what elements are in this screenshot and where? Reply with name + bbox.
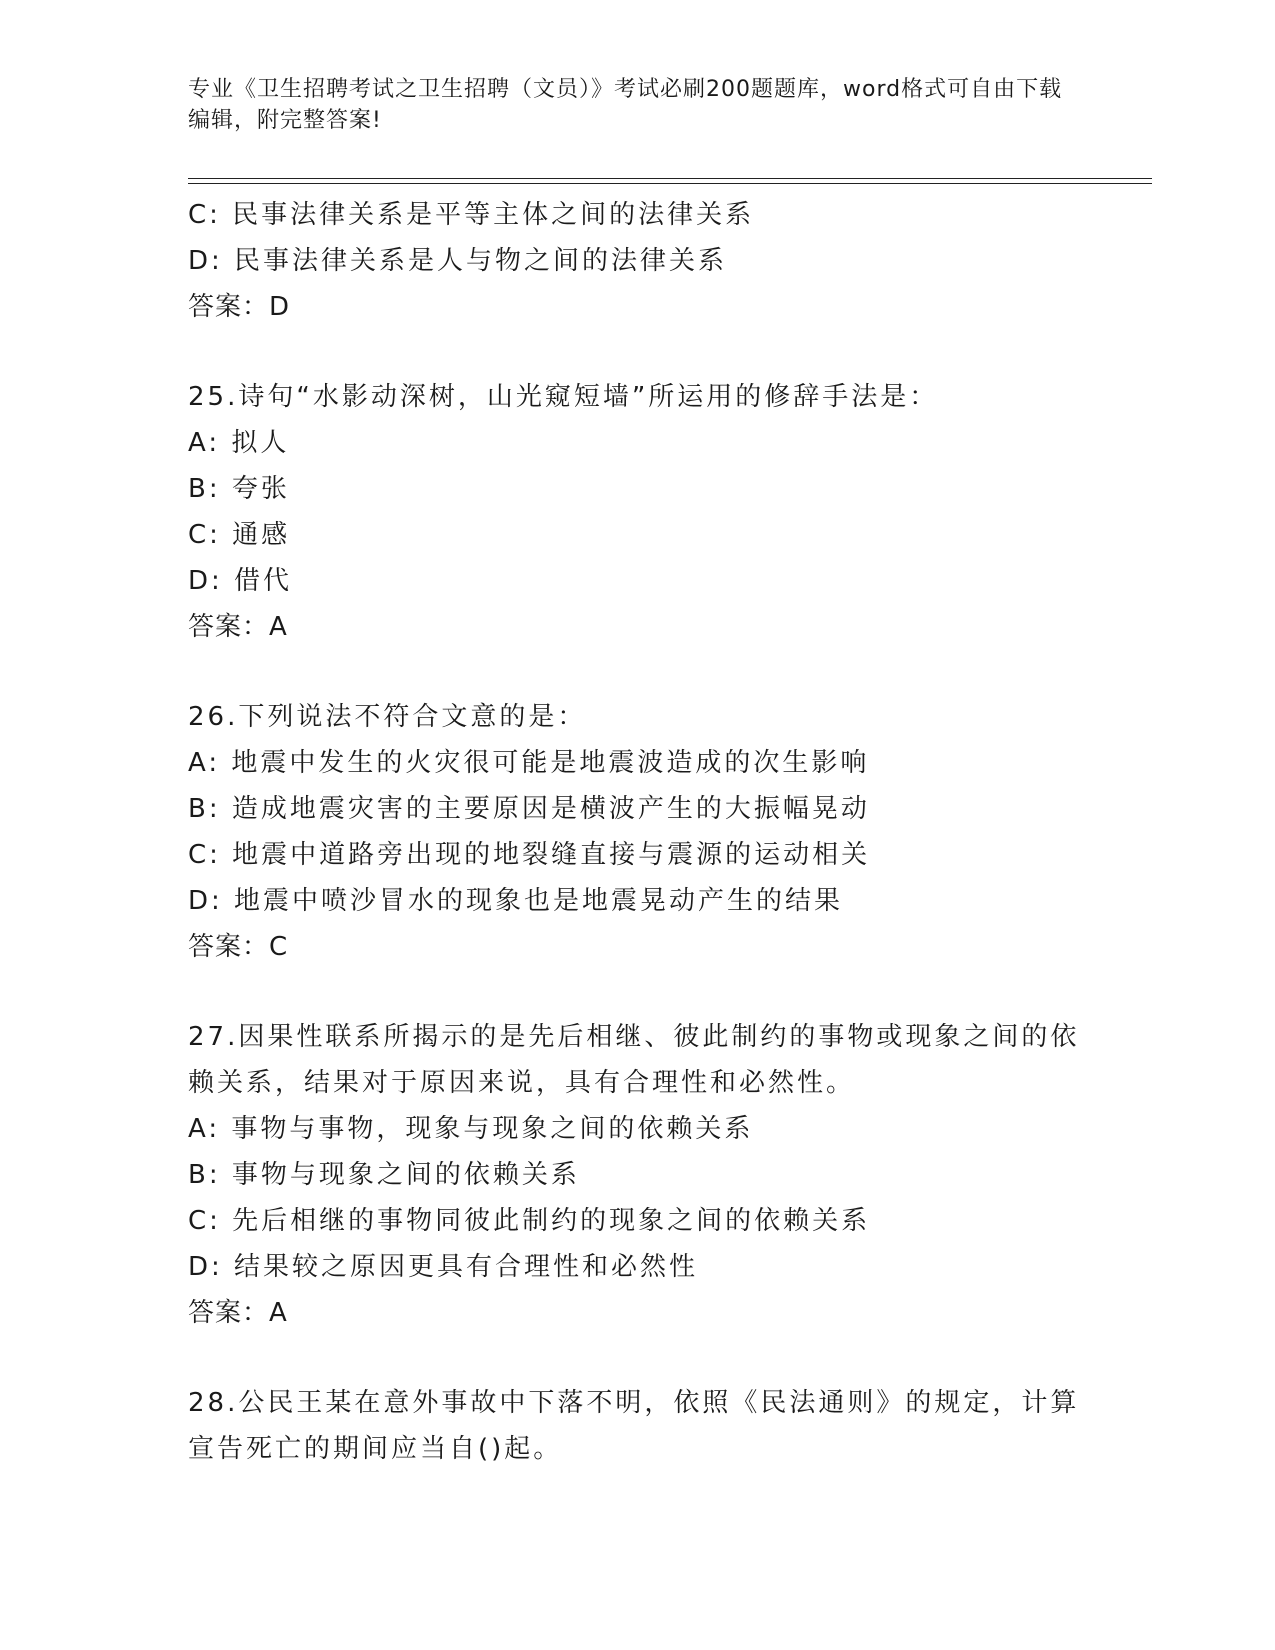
header-divider-top <box>188 178 1152 179</box>
option-d: D: 借代 <box>188 566 293 596</box>
question-content <box>188 192 1108 1472</box>
option-a: A: 拟人 <box>188 428 290 458</box>
question-text: 27.因果性联系所揭示的是先后相继、彼此制约的事物或现象之间的依赖关系，结果对于原因来说，具有合理性和必然性。 <box>188 1022 1080 1098</box>
spacer <box>188 1336 1108 1380</box>
option-d: D: 结果较之原因更具有合理性和必然性 <box>188 1252 699 1282</box>
option-c: C: 地震中道路旁出现的地裂缝直接与震源的运动相关 <box>188 840 871 870</box>
answer-line: 答案：A <box>188 612 288 642</box>
option-d: D: 民事法律关系是人与物之间的法律关系 <box>188 246 728 276</box>
option-b: B: 事物与现象之间的依赖关系 <box>188 1160 580 1190</box>
spacer <box>188 330 1108 374</box>
option-c: C: 先后相继的事物同彼此制约的现象之间的依赖关系 <box>188 1206 871 1236</box>
question-25 <box>188 374 1108 650</box>
question-text: 28.公民王某在意外事故中下落不明，依照《民法通则》的规定，计算宣告死亡的期间应当自()起。 <box>188 1388 1080 1464</box>
option-b: B: 夸张 <box>188 474 290 504</box>
answer-line: 答案：D <box>188 292 291 322</box>
option-d: D: 地震中喷沙冒水的现象也是地震晃动产生的结果 <box>188 886 844 916</box>
spacer <box>188 650 1108 694</box>
answer-line: 答案：C <box>188 932 289 962</box>
question-27 <box>188 1014 1108 1336</box>
spacer <box>188 970 1108 1014</box>
continued-question <box>188 192 1108 330</box>
option-c: C: 通感 <box>188 520 291 550</box>
option-c: C: 民事法律关系是平等主体之间的法律关系 <box>188 200 755 230</box>
header-divider-bottom <box>188 183 1152 184</box>
question-26 <box>188 694 1108 970</box>
document-header: 专业《卫生招聘考试之卫生招聘（文员）》考试必刷200题题库，word格式可自由下载编辑，附完整答案! <box>188 77 1063 133</box>
question-text: 25.诗句“水影动深树，山光窥短墙”所运用的修辞手法是： <box>188 382 939 412</box>
option-b: B: 造成地震灾害的主要原因是横波产生的大振幅晃动 <box>188 794 870 824</box>
option-a: A: 地震中发生的火灾很可能是地震波造成的次生影响 <box>188 748 870 778</box>
option-a: A: 事物与事物，现象与现象之间的依赖关系 <box>188 1114 754 1144</box>
question-text: 26.下列说法不符合文意的是： <box>188 702 587 732</box>
question-28 <box>188 1380 1108 1472</box>
answer-line: 答案：A <box>188 1298 288 1328</box>
